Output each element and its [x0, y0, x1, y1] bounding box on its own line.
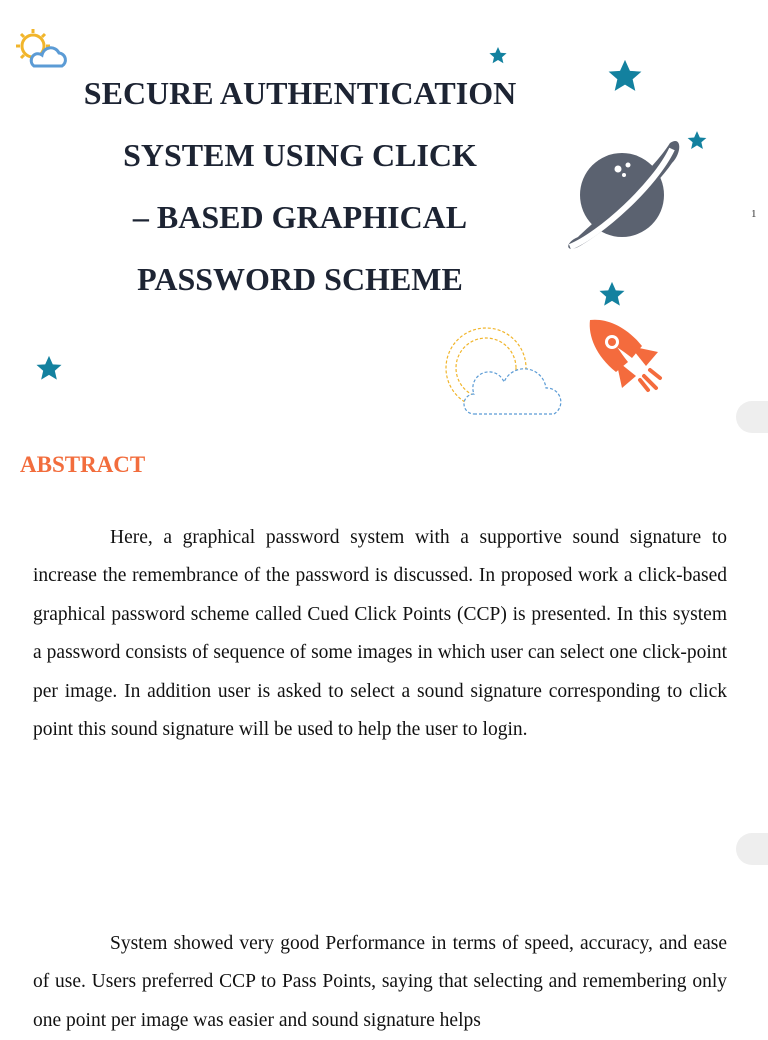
- page-number: 1: [751, 208, 757, 220]
- title-line: SECURE AUTHENTICATION: [83, 75, 517, 111]
- abstract-heading: ABSTRACT: [20, 452, 146, 477]
- document-title: [50, 62, 550, 310]
- star-icon: [33, 353, 65, 385]
- star-icon: [685, 129, 709, 153]
- side-tab[interactable]: [736, 833, 768, 865]
- star-icon: [596, 279, 628, 311]
- star-icon: [604, 56, 646, 98]
- star-icon: [487, 45, 509, 67]
- title-line: PASSWORD SCHEME: [137, 261, 463, 297]
- side-tab[interactable]: [736, 401, 768, 433]
- body-paragraph: System showed very good Performance in terms of speed, accuracy, and ease of use. Users preferred CCP to Pass Points, saying that selecting and remembering only one point per image was easier and sound signature helps: [33, 933, 727, 1031]
- sun-cloud-icon: [12, 26, 70, 72]
- rocket-icon: [586, 316, 666, 396]
- abstract-paragraph: Here, a graphical password system with a supportive sound signature to increase the remembrance of the password is discussed. In proposed work a click-based graphical password scheme called Cued Click Points (CCP) is presented. In this system a password consists of sequence of some images in which user can select one click-point per image. In addition user is asked to select a sound signature corresponding to click point this sound signature will be used to help the user to login.: [33, 527, 727, 741]
- sun-cloud-outline-icon: [440, 322, 562, 420]
- planet-icon: [560, 135, 685, 257]
- title-line: – BASED GRAPHICAL: [132, 199, 468, 235]
- title-line: SYSTEM USING CLICK: [123, 137, 477, 173]
